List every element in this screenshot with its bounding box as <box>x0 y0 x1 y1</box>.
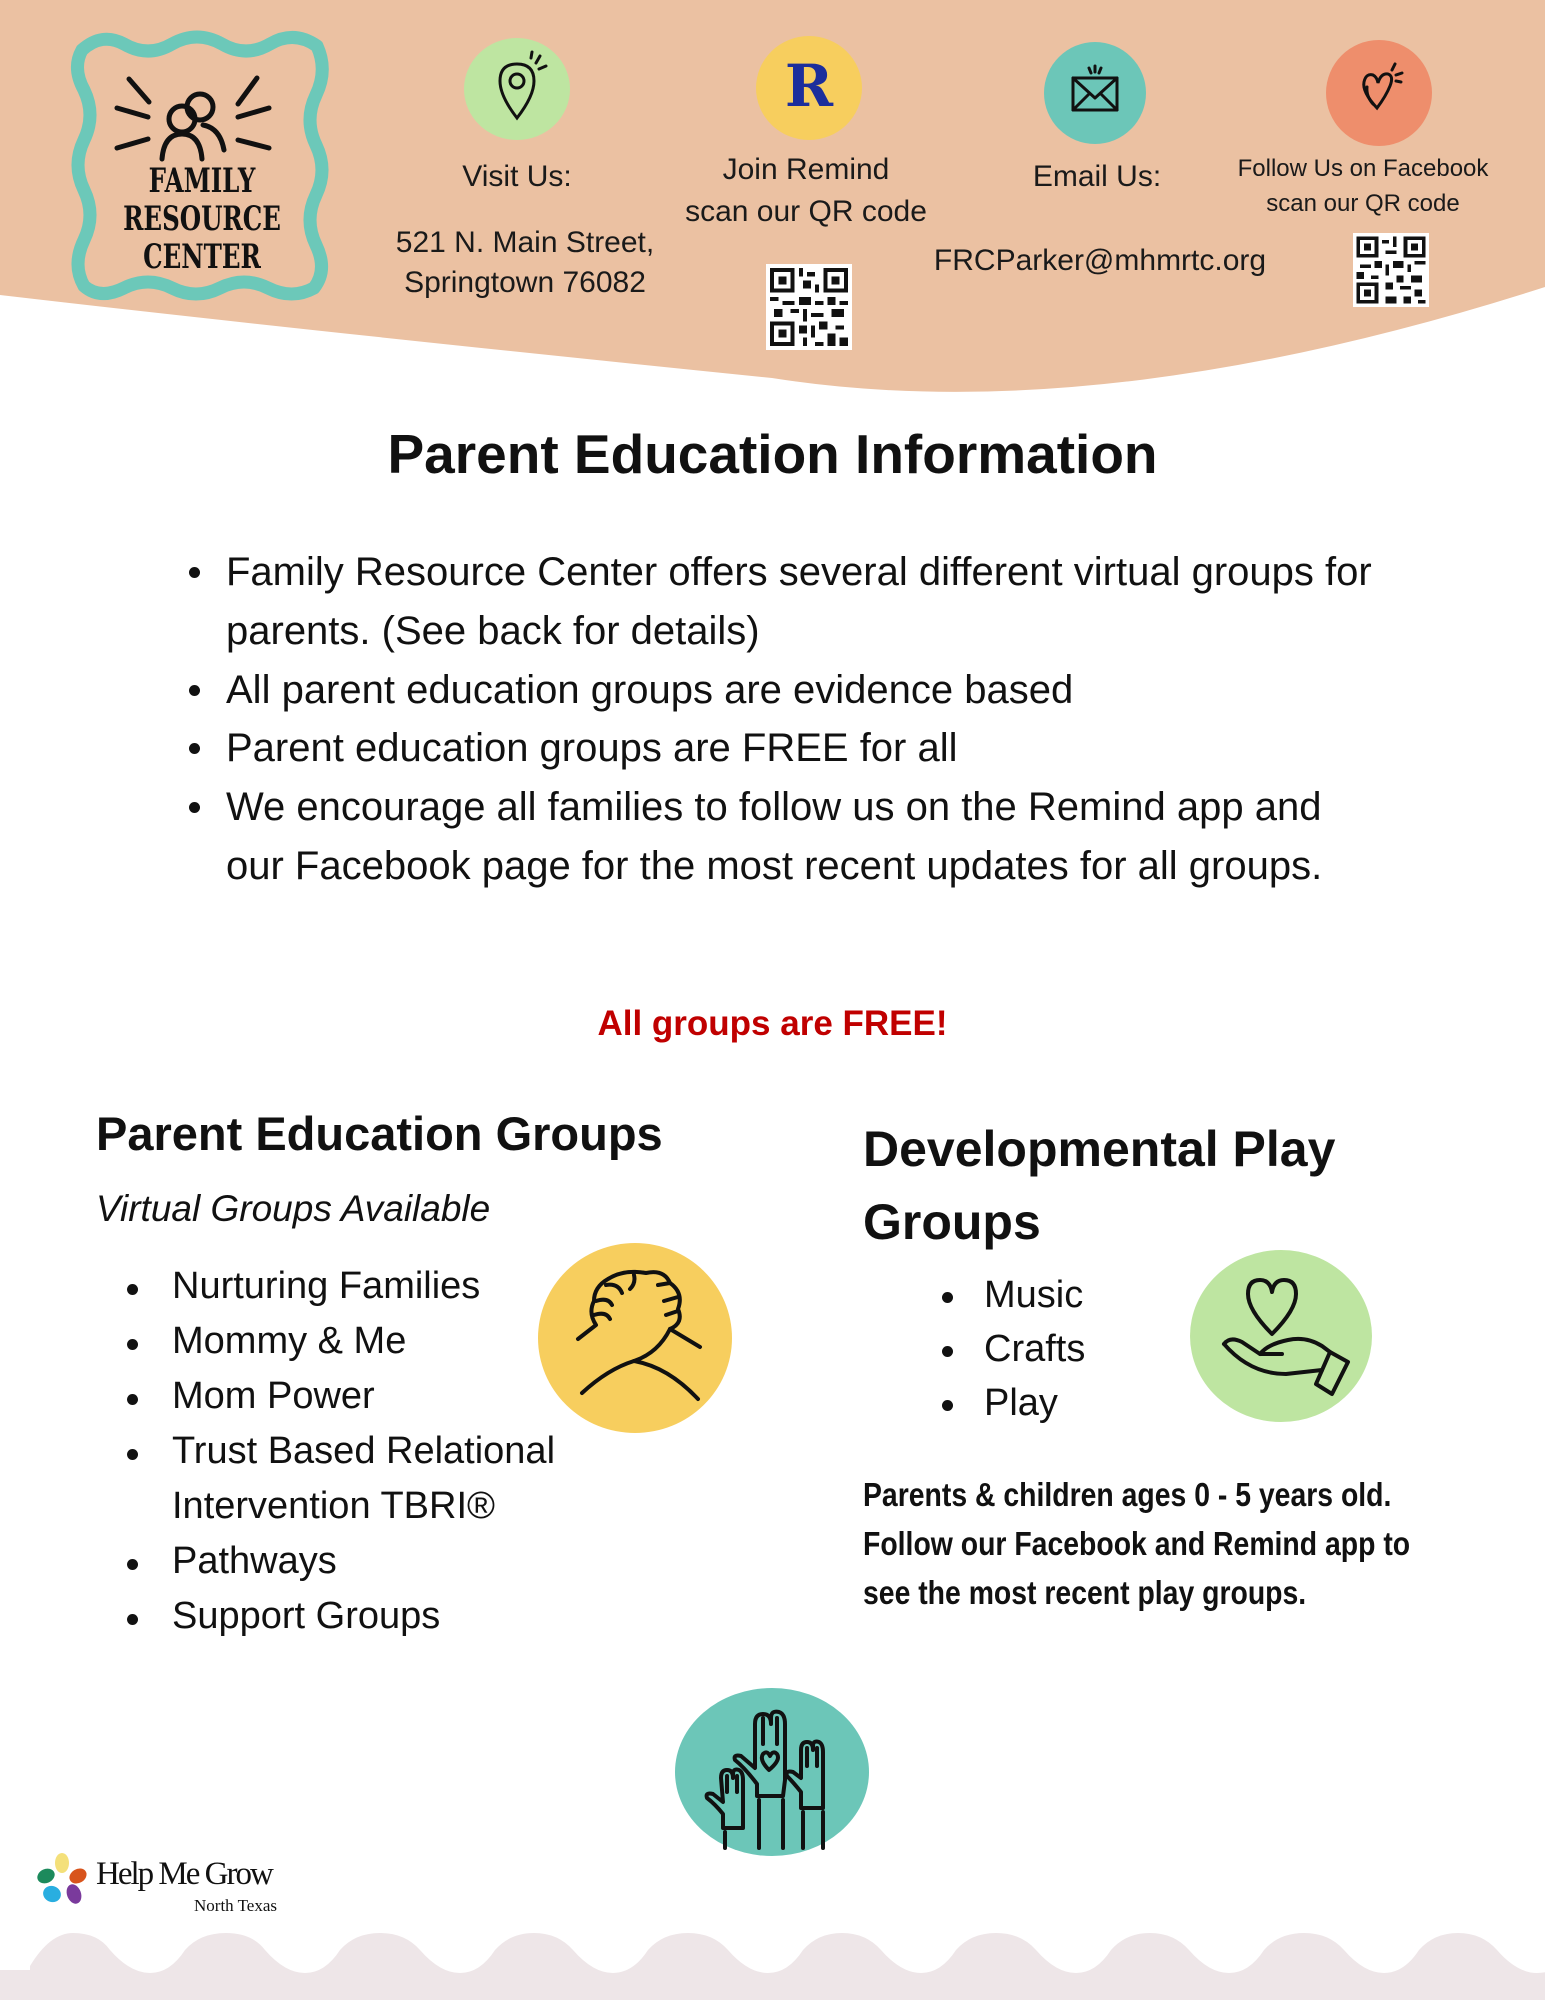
frc-logo <box>62 20 342 310</box>
bottom-wave-border <box>0 1930 1545 2000</box>
bullet-dot <box>942 1346 953 1357</box>
follow-facebook-label: Follow Us on Facebook <box>1237 155 1489 182</box>
logo-line-resource: RESOURCE <box>123 199 281 239</box>
flower-petals-icon <box>36 1852 92 1908</box>
play-group-item: Crafts <box>984 1328 1086 1370</box>
logo-line-center: CENTER <box>143 237 261 277</box>
envelope-icon <box>1044 42 1146 144</box>
play-groups-heading-line1: Developmental Play <box>863 1121 1336 1177</box>
bullet-dot <box>127 1559 138 1570</box>
visit-us-label: Visit Us: <box>462 160 572 193</box>
heart-in-hand-icon <box>1190 1250 1372 1422</box>
help-me-grow-name: Help Me Grow <box>96 1856 272 1892</box>
heart-icon <box>1326 40 1432 146</box>
info-bullet <box>226 778 1426 896</box>
play-group-item: Music <box>984 1274 1084 1316</box>
location-pin-icon <box>464 38 570 140</box>
bullet-dot <box>942 1400 953 1411</box>
bullet-dot <box>189 743 200 754</box>
play-group-item: Play <box>984 1382 1058 1424</box>
join-remind-label: Join Remind <box>722 153 890 186</box>
heart-in-hand-icon-circle <box>1190 1250 1372 1422</box>
location-pin-icon-circle <box>464 38 570 140</box>
parent-group-item: Mom Power <box>172 1375 375 1417</box>
bullet-dot <box>127 1614 138 1625</box>
info-bullet <box>226 661 1426 720</box>
bullet-dot <box>189 567 200 578</box>
raised-hands-icon <box>675 1688 869 1856</box>
parent-group-item: Pathways <box>172 1540 337 1582</box>
bullet-dot <box>127 1284 138 1295</box>
description-line: see the most recent play groups. <box>863 1574 1307 1611</box>
info-bullet <box>226 719 1426 778</box>
handshake-icon <box>538 1243 732 1433</box>
facebook-qr-code[interactable] <box>1353 233 1429 307</box>
free-banner: All groups are FREE! <box>597 1004 948 1043</box>
page-title: Parent Education Information <box>387 423 1158 485</box>
email-address-link[interactable]: FRCParker@mhmrtc.org <box>933 244 1267 277</box>
bullet-dot <box>127 1394 138 1405</box>
qr-code-icon <box>1353 233 1429 307</box>
qr-code-icon <box>766 264 852 350</box>
address-line-1: 521 N. Main Street, <box>395 226 655 259</box>
raised-hands-icon-circle <box>675 1688 869 1856</box>
parent-group-item-continued: Intervention TBRI® <box>172 1485 495 1527</box>
parent-group-item: Mommy & Me <box>172 1320 407 1362</box>
info-bullet-text: Family Resource Center offers several different virtual groups for parents. (See back for details) <box>226 550 1372 653</box>
logo-line-family: FAMILY <box>148 161 256 201</box>
heart-icon-circle <box>1326 40 1432 146</box>
virtual-groups-subheading: Virtual Groups Available <box>96 1188 491 1229</box>
bullet-dot <box>189 685 200 696</box>
info-bullet <box>226 543 1426 661</box>
parent-group-item: Nurturing Families <box>172 1265 481 1307</box>
remind-icon-circle <box>756 36 862 140</box>
info-bullet-text: All parent education groups are evidence based <box>226 667 1074 712</box>
bullet-dot <box>127 1339 138 1350</box>
info-bullet-text: Parent education groups are FREE for all <box>226 726 958 771</box>
description-line: Parents & children ages 0 - 5 years old. <box>863 1476 1392 1513</box>
remind-scan-qr-label: scan our QR code <box>685 195 927 228</box>
help-me-grow-region: North Texas <box>194 1896 278 1915</box>
remind-qr-code[interactable] <box>766 264 852 350</box>
email-us-label: Email Us: <box>1032 160 1162 193</box>
parent-group-item: Support Groups <box>172 1595 441 1637</box>
play-groups-description <box>863 1470 1410 1617</box>
bullet-dot <box>189 802 200 813</box>
help-me-grow-logo <box>36 1852 306 1918</box>
logo-text <box>62 162 342 276</box>
parent-group-item: Trust Based Relational <box>172 1430 556 1472</box>
play-groups-heading-line2: Groups <box>863 1194 1041 1250</box>
info-bullet-list <box>226 543 1426 896</box>
parent-groups-heading: Parent Education Groups <box>96 1107 663 1160</box>
facebook-scan-qr-label: scan our QR code <box>1266 190 1460 217</box>
bullet-dot <box>127 1449 138 1460</box>
remind-r-icon: R <box>784 52 834 120</box>
info-bullet-text: We encourage all families to follow us on the Remind app and our Facebook page for the most recent updates for all groups. <box>226 785 1323 888</box>
description-line: Follow our Facebook and Remind app to <box>863 1525 1411 1562</box>
address-line-2: Springtown 76082 <box>404 266 646 299</box>
bullet-dot <box>942 1292 953 1303</box>
handshake-icon-circle <box>538 1243 732 1433</box>
people-icon <box>102 62 302 162</box>
envelope-icon-circle <box>1044 42 1146 144</box>
